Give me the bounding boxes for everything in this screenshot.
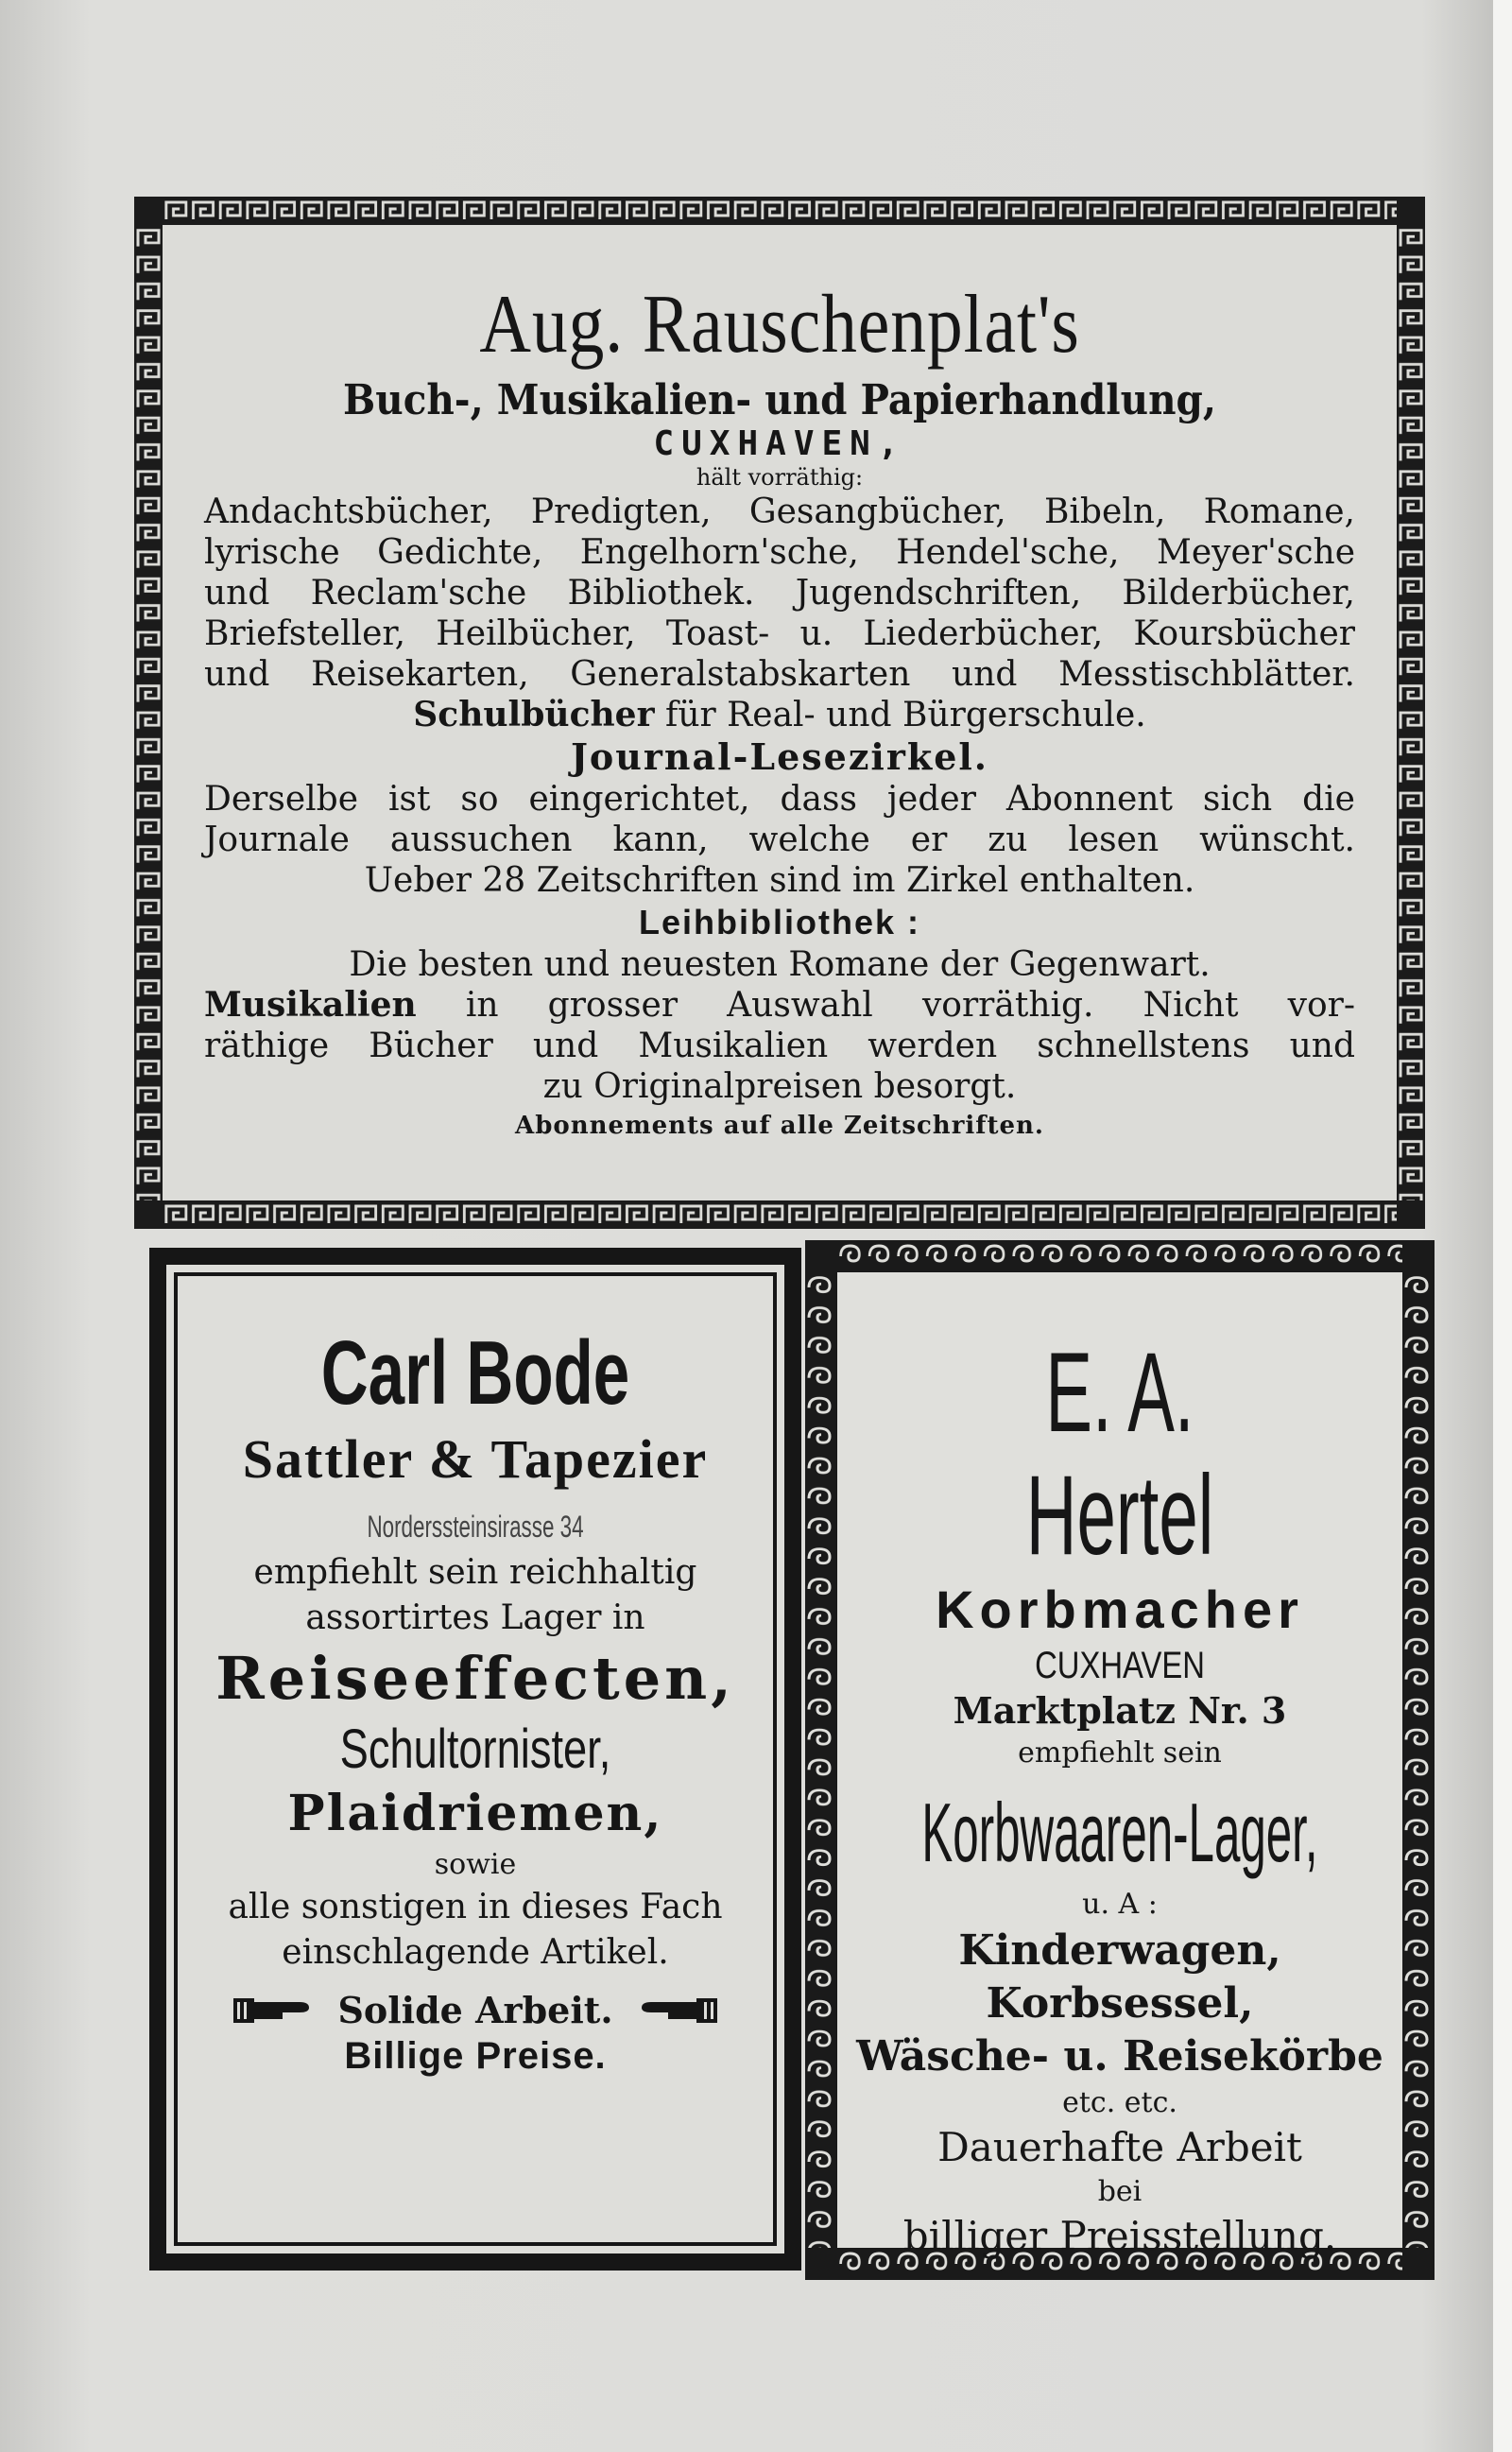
- text-line: assortirtes Lager in: [305, 1598, 645, 1637]
- hertel-advertisement: [805, 1240, 1435, 2280]
- business-name: Carl Bode: [320, 1322, 630, 1424]
- library-heading: Leihbibliothek :: [639, 903, 920, 941]
- music-line: [200, 985, 1359, 1026]
- pointing-hand-right-icon: [233, 1994, 324, 2027]
- wave-border-left: [805, 1272, 837, 2248]
- product-item: Schultornister,: [339, 1718, 611, 1780]
- business-address: Norderssteinsirasse 34: [367, 1510, 584, 1544]
- shop-title: Aug. Rauschenplat's: [479, 279, 1080, 371]
- rauschenplat-advertisement: [134, 197, 1425, 1229]
- inner-rule-right: [773, 1272, 777, 2246]
- journal-line: Derselbe ist so eingerichtet, dass jeder Abonnent sich die: [204, 780, 1355, 819]
- music-line-2: räthige Bücher und Musikalien werden schnellstens und: [204, 1027, 1355, 1065]
- text-line: empfiehlt sein: [1018, 1736, 1222, 1770]
- pointing-hand-left-icon: [627, 1994, 717, 2027]
- business-city: CUXHAVEN: [1035, 1645, 1205, 1686]
- stock-line: und Reclam'sche Bibliothek. Jugendschriften, Bilderbücher,: [204, 574, 1355, 613]
- product-item: Wäsche- u. Reisekörbe: [856, 2032, 1383, 2081]
- product-item: Plaidriemen,: [287, 1785, 663, 1842]
- school-books-line: [200, 695, 1359, 735]
- slogan-quality: Solide Arbeit.: [337, 1989, 613, 2031]
- business-name: E. A. Hertel: [1025, 1329, 1214, 1579]
- business-address: Marktplatz Nr. 3: [953, 1689, 1287, 1732]
- music-bold: Musikalien: [204, 985, 417, 1025]
- greek-key-border-left: [134, 225, 163, 1200]
- stock-line: lyrische Gedichte, Engelhorn'sche, Hendel'sche, Meyer'sche: [204, 533, 1355, 572]
- text-line: billiger Preisstellung.: [902, 2213, 1337, 2259]
- music-rest: in grosser Auswahl vorräthig. Nicht vor-: [465, 986, 1355, 1025]
- stock-line: und Reisekarten, Generalstabskarten und Messtischblätter.: [204, 655, 1355, 694]
- text-line: u. A :: [1082, 1888, 1158, 1921]
- product-item: Kinderwagen,: [958, 1926, 1281, 1975]
- slogan-price: Billige Preise.: [344, 2035, 607, 2077]
- greek-key-border-bottom: [163, 1200, 1397, 1229]
- greek-key-border-right: [1397, 225, 1425, 1200]
- business-trade: Korbmacher: [936, 1580, 1304, 1639]
- school-books-rest: für Real- und Bürgerschule.: [665, 696, 1146, 734]
- top-ad-text: [200, 244, 1359, 1182]
- hertel-text: [856, 1310, 1383, 2259]
- business-trade: Sattler & Tapezier: [242, 1428, 709, 1490]
- page-edge: [1493, 0, 1512, 2452]
- music-line-3: zu Originalpreisen besorgt.: [542, 1067, 1017, 1106]
- text-line: einschlagende Artikel.: [282, 1933, 669, 1972]
- journal-count: Ueber 28 Zeitschriften sind im Zirkel enthalten.: [364, 861, 1195, 900]
- journal-heading: Journal-Lesezirkel.: [570, 735, 989, 778]
- text-line: bei: [1097, 2175, 1143, 2208]
- text-line: empfiehlt sein reichhaltig: [253, 1553, 697, 1592]
- wave-border-top: [837, 1240, 1402, 1272]
- journal-line: Journale aussuchen kann, welche er zu lesen wünscht.: [204, 820, 1355, 859]
- shop-city: CUXHAVEN,: [653, 424, 906, 463]
- stock-line: Andachtsbücher, Predigten, Gesangbücher, Bibeln, Romane,: [204, 492, 1355, 531]
- text-line: Dauerhafte Arbeit: [937, 2124, 1302, 2170]
- shop-subtitle: Buch-, Musikalien- und Papierhandlung,: [343, 376, 1216, 424]
- text-line: etc. etc.: [1062, 2086, 1177, 2119]
- stock-line: Briefsteller, Heilbücher, Toast- u. Liederbücher, Koursbücher: [204, 614, 1355, 653]
- product-item: Reiseeffecten,: [215, 1644, 735, 1713]
- carl-bode-advertisement: [149, 1248, 801, 2271]
- text-line: alle sonstigen in dieses Fach: [228, 1888, 723, 1926]
- product-heading: Korbwaaren-Lager,: [921, 1786, 1318, 1879]
- slogan-row: [185, 1989, 765, 2031]
- greek-key-border-top: [163, 197, 1397, 225]
- subscriptions-line: Abonnements auf alle Zeitschriften.: [515, 1112, 1044, 1140]
- library-line: Die besten und neuesten Romane der Gegenwart.: [349, 945, 1211, 984]
- inner-rule-bottom: [174, 2242, 777, 2246]
- school-books-bold: Schulbücher: [413, 695, 655, 734]
- text-line: sowie: [434, 1848, 517, 1881]
- wave-border-right: [1402, 1272, 1435, 2248]
- product-item: Korbsessel,: [986, 1979, 1254, 2028]
- inner-rule-left: [174, 1272, 178, 2246]
- carl-bode-text: [185, 1303, 765, 2235]
- inner-rule-top: [174, 1272, 777, 1276]
- holds-label: hält vorräthig:: [696, 464, 864, 491]
